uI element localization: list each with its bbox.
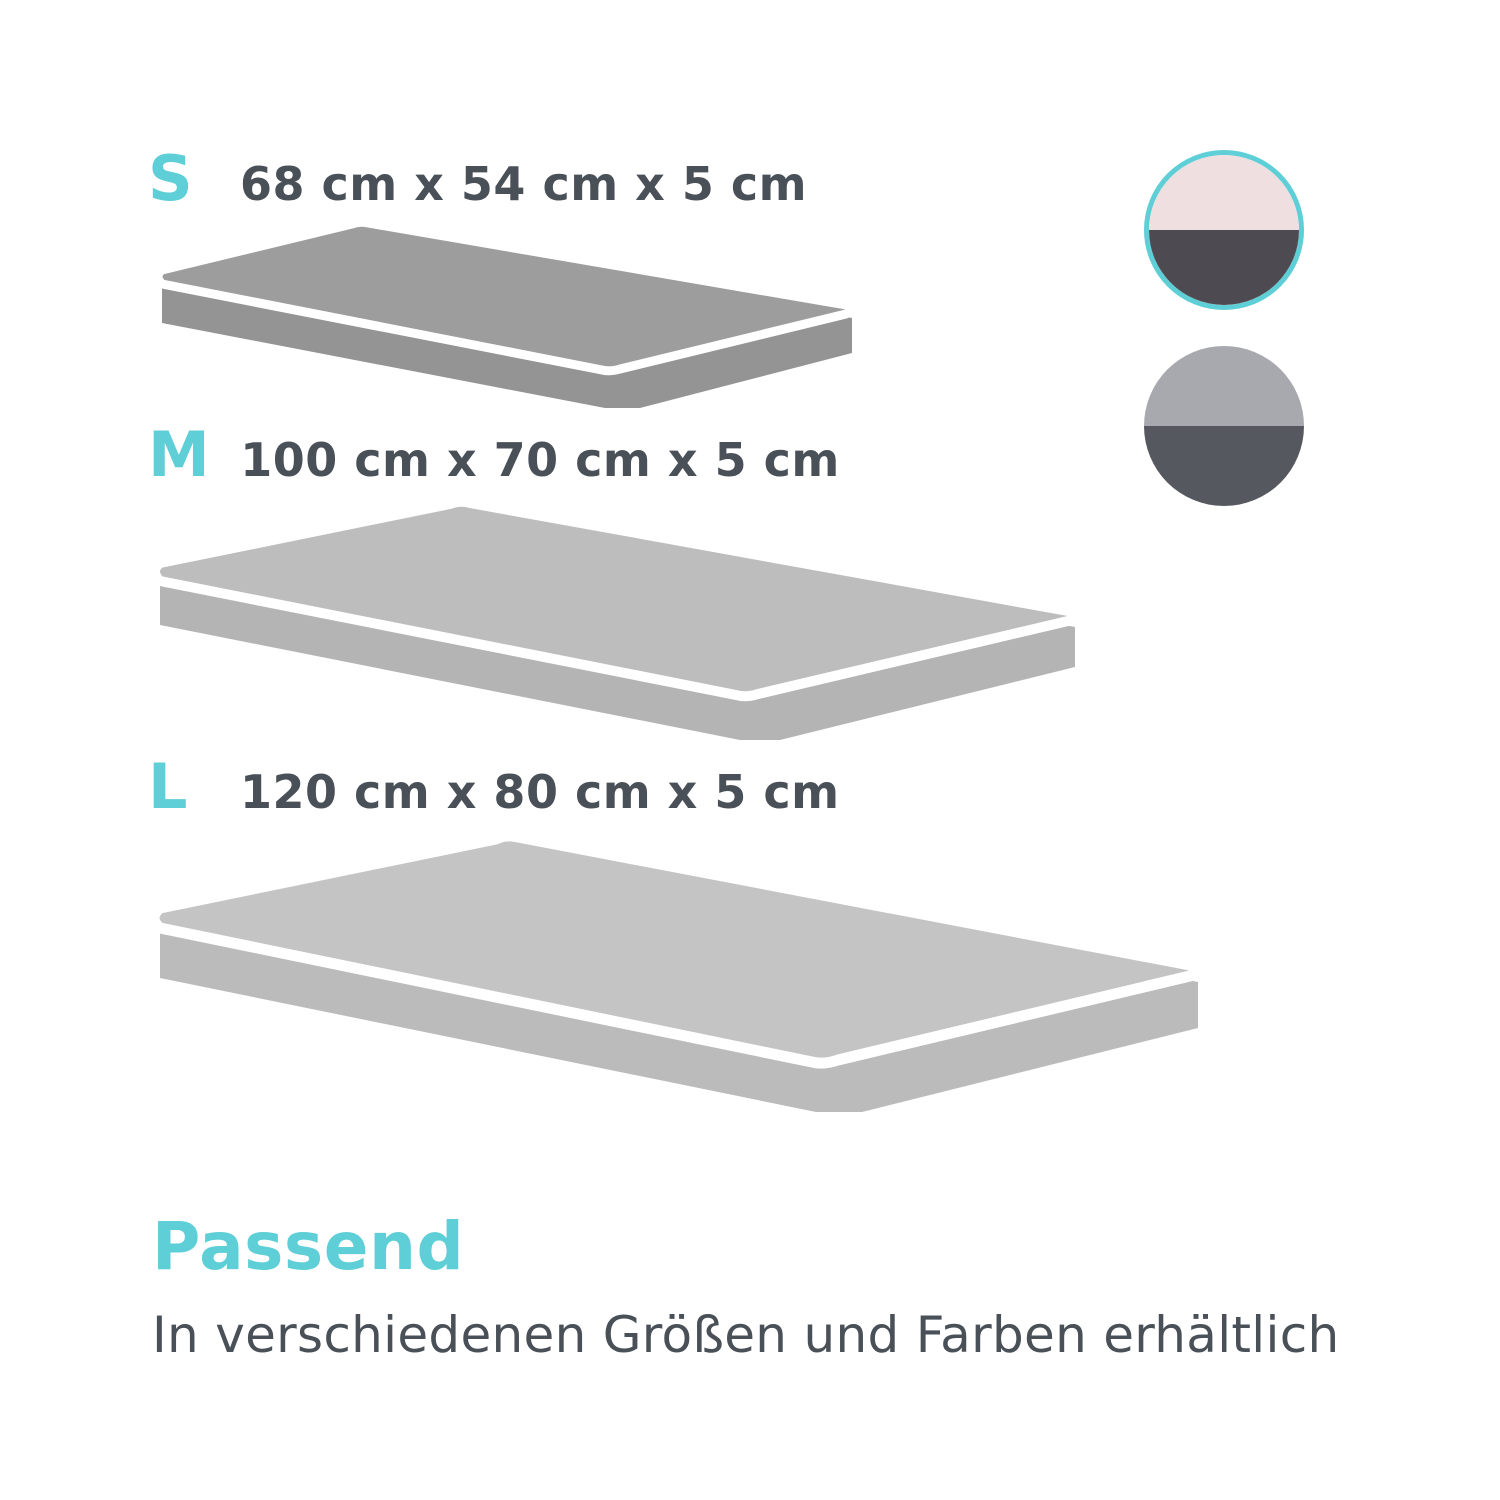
swatch-top-half-light-grey [1144, 346, 1304, 426]
mattress-illustration-medium [140, 495, 1100, 755]
size-letter-m: M [148, 418, 211, 491]
footer-subtitle: In verschiedenen Größen und Farben erhältlich [152, 1306, 1340, 1365]
size-letter-l: L [148, 750, 189, 823]
size-label-row-l [148, 750, 840, 823]
swatch-bottom-half-slate-grey [1144, 426, 1304, 506]
footer-title: Passend [152, 1208, 465, 1285]
size-dimensions-l: 120 cm x 80 cm x 5 cm [240, 765, 840, 819]
mattress-small-svg [140, 218, 870, 423]
footer-text-block [152, 1208, 1402, 1365]
mattress-medium-svg [140, 495, 1100, 755]
swatch-top-half-pink [1149, 155, 1299, 230]
mattress-illustration-small [140, 218, 870, 423]
swatch-bottom-half-dark-grey [1149, 230, 1299, 305]
size-label-row-s [148, 142, 808, 215]
size-letter-s: S [148, 142, 194, 215]
color-swatch-pink-grey[interactable] [1144, 150, 1304, 310]
size-dimensions-m: 100 cm x 70 cm x 5 cm [240, 433, 840, 487]
size-label-row-m [148, 418, 840, 491]
color-swatch-group [1144, 150, 1304, 506]
mattress-illustration-large [140, 830, 1220, 1130]
mattress-large-svg [140, 830, 1220, 1130]
size-dimensions-s: 68 cm x 54 cm x 5 cm [240, 157, 808, 211]
color-swatch-grey-grey[interactable] [1144, 346, 1304, 506]
